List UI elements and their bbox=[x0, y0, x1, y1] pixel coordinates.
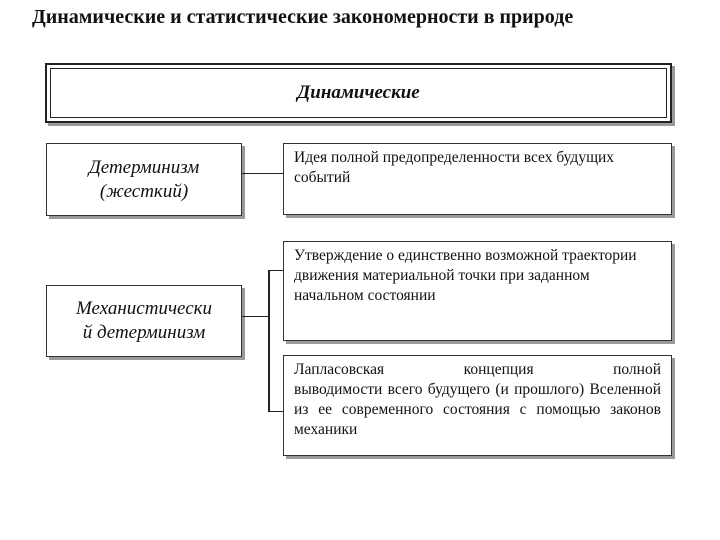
concept-mechanistic-line1: Механистически bbox=[75, 298, 213, 319]
description-laplace-first-line: Лапласовская концепция полной bbox=[294, 361, 661, 378]
connector-determinism bbox=[242, 173, 283, 174]
description-box-predetermination bbox=[283, 143, 672, 215]
header-box-dynamic bbox=[45, 63, 672, 123]
description-box-laplace bbox=[283, 355, 672, 456]
concept-box-determinism bbox=[46, 143, 242, 216]
concept-determinism-line2: (жесткий) bbox=[99, 180, 189, 202]
concept-mechanistic-line2: й детерминизм bbox=[82, 322, 206, 343]
connector-bracket-vertical bbox=[268, 270, 270, 412]
page-title: Динамические и статистические закономерности в природе bbox=[32, 6, 574, 28]
description-predetermination-text: Идея полной предопределенности всех будущих событий bbox=[294, 149, 615, 186]
connector-bracket-bottom bbox=[268, 411, 283, 412]
description-laplace-text: выводимости всего будущего (и прошлого) Вселенной из ее современного состояния с помощью законов механики bbox=[294, 381, 661, 438]
connector-mechanistic-stub bbox=[242, 316, 269, 317]
description-box-trajectory bbox=[283, 241, 672, 341]
header-label: Динамические bbox=[297, 82, 420, 103]
concept-box-mechanistic-determinism bbox=[46, 285, 242, 357]
concept-determinism-line1: Детерминизм bbox=[88, 156, 200, 178]
connector-bracket-top bbox=[268, 270, 283, 271]
description-trajectory-text: Утверждение о единственно возможной траектории движения материальной точки при заданном начальном состоянии bbox=[294, 247, 637, 304]
header-inner-frame bbox=[50, 68, 667, 118]
